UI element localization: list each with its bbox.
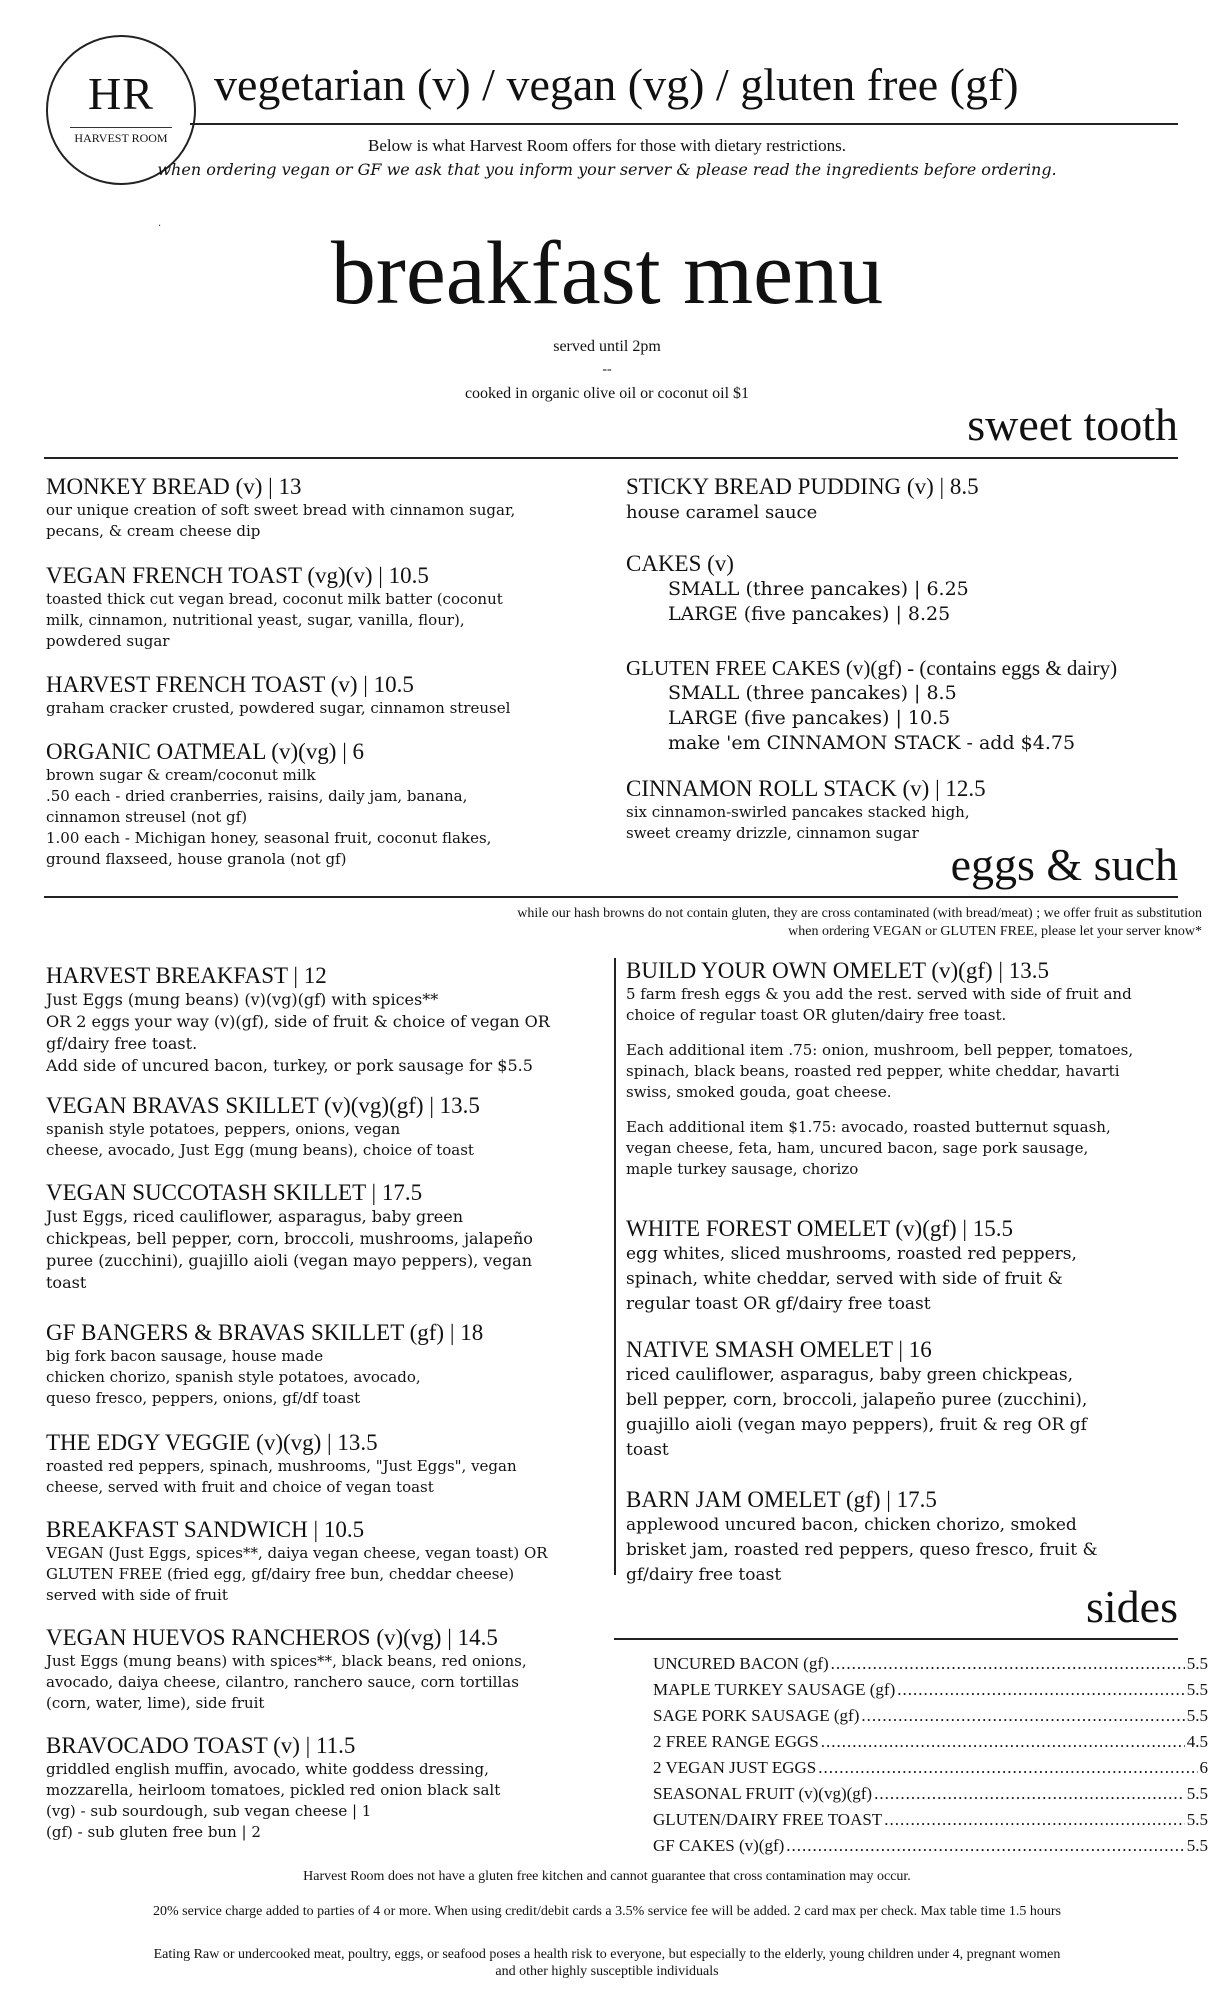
logo-monogram: HR <box>88 68 154 119</box>
item-description: egg whites, sliced mushrooms, roasted red peppers, spinach, white cheddar, served with side of fruit & regular toast OR gf/dairy free toast <box>626 1244 1077 1314</box>
hash-brown-note: while our hash browns do not contain gluten, they are cross contaminated (with bread/meat) ; we offer fruit as substitution <box>517 906 1202 921</box>
leader-dots <box>884 1810 1185 1830</box>
item-name: BUILD YOUR OWN OMELET (v)(gf) | 13.5 <box>626 958 1050 983</box>
served-until: served until 2pm <box>553 338 661 355</box>
item-description: Just Eggs (mung beans) (v)(vg)(gf) with spices** OR 2 eggs your way (v)(gf), side of fruit & choice of vegan OR gf/dairy free toast. Add side of uncured bacon, turkey, or pork sausage for $5.5 <box>46 990 550 1075</box>
leader-dots <box>831 1654 1185 1674</box>
side-price: 6 <box>1199 1758 1208 1777</box>
page-title: breakfast menu <box>330 224 884 323</box>
menu-item <box>626 551 1186 627</box>
item-name: BREAKFAST SANDWICH | 10.5 <box>46 1517 365 1542</box>
item-name: THE EDGY VEGGIE (v)(vg) | 13.5 <box>46 1430 378 1455</box>
leader-dots <box>874 1784 1185 1804</box>
leader-dots <box>786 1836 1184 1856</box>
section-divider <box>44 457 1178 459</box>
separator-dash: -- <box>602 362 612 377</box>
health-warning-continued: and other highly susceptible individuals <box>495 1964 719 1979</box>
side-item <box>653 1758 1208 1784</box>
side-item <box>653 1654 1208 1680</box>
side-name: MAPLE TURKEY SAUSAGE (gf) <box>653 1680 896 1699</box>
menu-item <box>46 1180 606 1294</box>
menu-item <box>46 963 606 1077</box>
service-charge-note: 20% service charge added to parties of 4 or more. When using credit/debit cards a 3.5% service fee will be added. 2 card max per check. Max table time 1.5 hours <box>153 1904 1061 1919</box>
item-name: VEGAN FRENCH TOAST (vg)(v) | 10.5 <box>46 563 429 588</box>
item-name: CAKES (v) <box>626 551 734 576</box>
item-description: applewood uncured bacon, chicken chorizo, smoked brisket jam, roasted red peppers, queso fresco, fruit & gf/dairy free toast <box>626 1515 1098 1585</box>
side-price: 5.5 <box>1186 1706 1208 1725</box>
item-description: six cinnamon-swirled pancakes stacked high, sweet creamy drizzle, cinnamon sugar <box>626 803 970 842</box>
menu-item <box>46 1093 606 1161</box>
menu-item <box>626 1487 1206 1588</box>
menu-item <box>46 739 606 870</box>
side-name: SAGE PORK SAUSAGE (gf) <box>653 1706 860 1725</box>
item-description: Each additional item .75: onion, mushroom, bell pepper, tomatoes, spinach, black beans, roasted red pepper, white cheddar, havarti swiss, smoked gouda, goat cheese. <box>626 1041 1134 1101</box>
item-description: our unique creation of soft sweet bread with cinnamon sugar, pecans, & cream cheese dip <box>46 501 516 540</box>
logo-name: HARVEST ROOM <box>70 127 172 146</box>
item-description: Just Eggs (mung beans) with spices**, black beans, red onions, avocado, daiya cheese, cilantro, ranchero sauce, corn tortillas (corn, water, lime), side fruit <box>46 1652 527 1712</box>
menu-item <box>626 655 1196 756</box>
menu-item <box>626 1337 1206 1463</box>
item-name: STICKY BREAD PUDDING (v) | 8.5 <box>626 474 979 499</box>
item-option: make 'em CINNAMON STACK - add $4.75 <box>668 732 1076 754</box>
menu-item <box>46 1320 606 1409</box>
item-name: VEGAN SUCCOTASH SKILLET | 17.5 <box>46 1180 423 1205</box>
menu-item <box>626 474 1186 526</box>
item-description: riced cauliflower, asparagus, baby green chickpeas, bell pepper, corn, broccoli, jalapeño puree (zucchini), guajillo aioli (vegan mayo peppers), fruit & reg OR gf toast <box>626 1365 1088 1460</box>
item-name: HARVEST BREAKFAST | 12 <box>46 963 327 988</box>
side-name: UNCURED BACON (gf) <box>653 1654 829 1673</box>
health-warning: Eating Raw or undercooked meat, poultry, eggs, or seafood poses a health risk to everyone, but especially to the elderly, young children under 4, pregnant women <box>153 1947 1061 1962</box>
ordering-notice: when ordering vegan or GF we ask that you inform your server & please read the ingredients before ordering. <box>157 160 1057 179</box>
side-price: 5.5 <box>1186 1680 1208 1699</box>
item-option: SMALL (three pancakes) | 6.25 <box>668 578 969 600</box>
item-description: griddled english muffin, avocado, white goddess dressing, mozzarella, heirloom tomatoes, pickled red onion black salt (vg) - sub sourdough, sub vegan cheese | 1 (gf) - sub gluten free bun | 2 <box>46 1760 501 1841</box>
header-divider <box>190 123 1178 125</box>
item-name: WHITE FOREST OMELET (v)(gf) | 15.5 <box>626 1216 1014 1241</box>
gluten-disclaimer: Harvest Room does not have a gluten free kitchen and cannot guarantee that cross contamination may occur. <box>303 1869 911 1884</box>
item-description: brown sugar & cream/coconut milk .50 each - dried cranberries, raisins, daily jam, banana, cinnamon streusel (not gf) 1.00 each - Michigan honey, seasonal fruit, coconut flakes, ground flaxseed, house granola (not gf) <box>46 766 492 868</box>
item-option: LARGE (five pancakes) | 10.5 <box>668 707 951 729</box>
side-price: 4.5 <box>1186 1732 1208 1751</box>
item-name: MONKEY BREAD (v) | 13 <box>46 474 302 499</box>
item-description: Just Eggs, riced cauliflower, asparagus, baby green chickpeas, bell pepper, corn, broccoli, mushrooms, jalapeño puree (zucchini), guajillo aioli (vegan mayo peppers), vegan toast <box>46 1207 533 1292</box>
menu-item <box>626 1216 1206 1317</box>
side-price: 5.5 <box>1186 1810 1208 1829</box>
side-item <box>653 1784 1208 1810</box>
leader-dots <box>821 1732 1185 1752</box>
item-name: BRAVOCADO TOAST (v) | 11.5 <box>46 1733 356 1758</box>
side-item <box>653 1706 1208 1732</box>
server-notice: when ordering VEGAN or GLUTEN FREE, please let your server know* <box>788 924 1202 939</box>
side-name: 2 VEGAN JUST EGGS <box>653 1758 817 1777</box>
menu-item <box>46 672 606 719</box>
menu-item <box>46 1733 606 1843</box>
item-description: spanish style potatoes, peppers, onions, vegan cheese, avocado, Just Egg (mung beans), choice of toast <box>46 1120 474 1159</box>
menu-item <box>46 563 606 652</box>
item-name: GLUTEN FREE CAKES (v)(gf) - (contains eggs & dairy) <box>626 656 1118 680</box>
leader-dots <box>897 1680 1185 1700</box>
item-description: Each additional item $1.75: avocado, roasted butternut squash, vegan cheese, feta, ham, uncured bacon, sage pork sausage, maple turkey sausage, chorizo <box>626 1118 1111 1178</box>
side-item <box>653 1810 1208 1836</box>
item-name: CINNAMON ROLL STACK (v) | 12.5 <box>626 776 986 801</box>
column-divider <box>614 958 616 1575</box>
item-name: VEGAN BRAVAS SKILLET (v)(vg)(gf) | 13.5 <box>46 1093 480 1118</box>
item-name: VEGAN HUEVOS RANCHEROS (v)(vg) | 14.5 <box>46 1625 498 1650</box>
item-description: house caramel sauce <box>626 502 818 523</box>
item-description: big fork bacon sausage, house made chicken chorizo, spanish style potatoes, avocado, queso fresco, peppers, onions, gf/df toast <box>46 1347 421 1407</box>
menu-item <box>46 1625 606 1714</box>
side-item <box>653 1732 1208 1758</box>
item-name: ORGANIC OATMEAL (v)(vg) | 6 <box>46 739 365 764</box>
side-item <box>653 1680 1208 1706</box>
menu-item <box>626 958 1206 1180</box>
menu-item <box>46 474 606 542</box>
item-name: BARN JAM OMELET (gf) | 17.5 <box>626 1487 937 1512</box>
item-name: HARVEST FRENCH TOAST (v) | 10.5 <box>46 672 414 697</box>
item-description: VEGAN (Just Eggs, spices**, daiya vegan cheese, vegan toast) OR GLUTEN FREE (fried egg, gf/dairy free bun, cheddar cheese) served with side of fruit <box>46 1544 548 1604</box>
item-description: roasted red peppers, spinach, mushrooms, "Just Eggs", vegan cheese, served with fruit and choice of vegan toast <box>46 1457 517 1496</box>
item-option: LARGE (five pancakes) | 8.25 <box>668 603 951 625</box>
menu-item <box>46 1430 606 1498</box>
side-price: 5.5 <box>1186 1654 1208 1673</box>
section-title-sweet-tooth: sweet tooth <box>967 399 1178 450</box>
item-description: toasted thick cut vegan bread, coconut milk batter (coconut milk, cinnamon, nutritional yeast, sugar, vanilla, flour), powdered sugar <box>46 590 503 650</box>
item-description: graham cracker crusted, powdered sugar, cinnamon streusel <box>46 699 511 717</box>
section-title-sides: sides <box>1086 1581 1178 1632</box>
section-divider <box>44 896 1178 898</box>
menu-item <box>46 1517 606 1606</box>
side-name: GLUTEN/DAIRY FREE TOAST <box>653 1810 883 1829</box>
intro-text: Below is what Harvest Room offers for those with dietary restrictions. <box>368 136 846 155</box>
side-name: 2 FREE RANGE EGGS <box>653 1732 819 1751</box>
dietary-legend-title: vegetarian (v) / vegan (vg) / gluten free (gf) <box>214 59 1019 110</box>
side-item <box>653 1836 1208 1862</box>
side-price: 5.5 <box>1186 1836 1208 1855</box>
item-name: NATIVE SMASH OMELET | 16 <box>626 1337 932 1362</box>
stray-dot: . <box>158 218 162 229</box>
item-description: 5 farm fresh eggs & you add the rest. served with side of fruit and choice of regular toast OR gluten/dairy free toast. <box>626 985 1132 1024</box>
leader-dots <box>818 1758 1197 1778</box>
menu-item <box>626 776 1186 844</box>
cooking-oil-note: cooked in organic olive oil or coconut oil $1 <box>464 385 750 402</box>
side-price: 5.5 <box>1186 1784 1208 1803</box>
section-title-eggs-and-such: eggs & such <box>950 839 1178 890</box>
item-option: SMALL (three pancakes) | 8.5 <box>668 682 957 704</box>
side-name: GF CAKES (v)(gf) <box>653 1836 785 1855</box>
side-name: SEASONAL FRUIT (v)(vg)(gf) <box>653 1784 873 1803</box>
leader-dots <box>861 1706 1184 1726</box>
item-name: GF BANGERS & BRAVAS SKILLET (gf) | 18 <box>46 1320 484 1345</box>
section-divider <box>614 1638 1178 1640</box>
